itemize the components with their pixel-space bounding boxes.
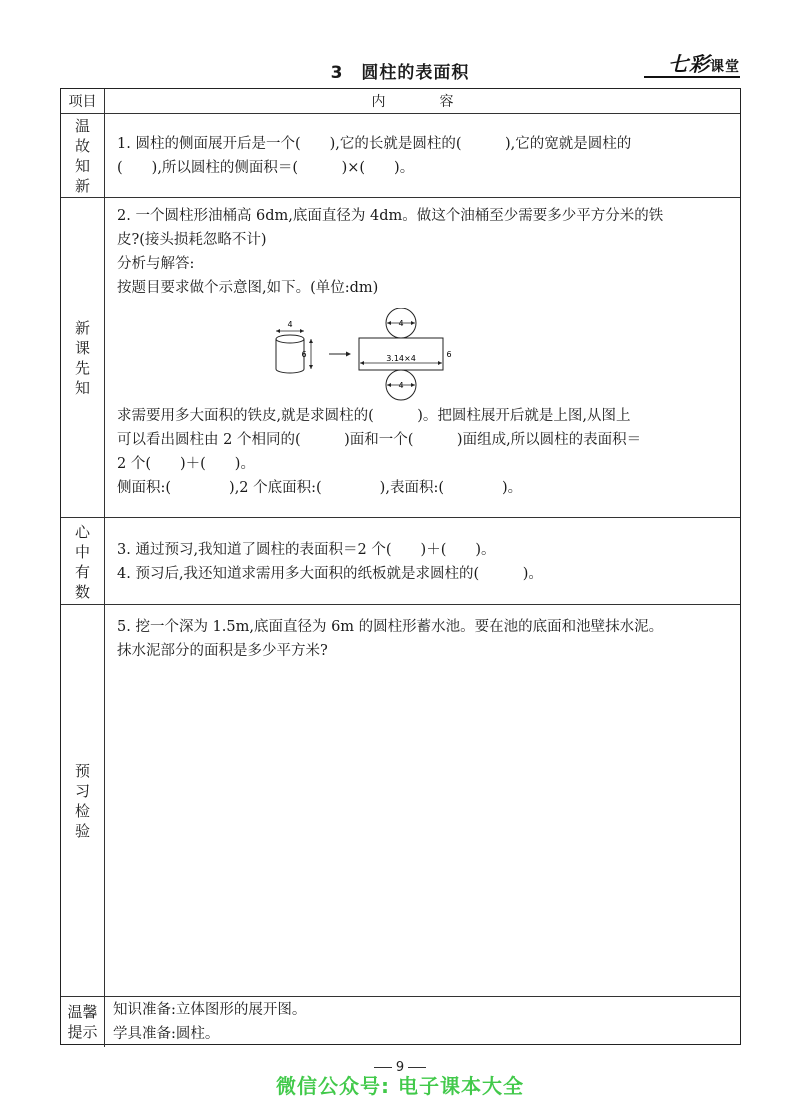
cylinder-top-ellipse bbox=[276, 335, 304, 343]
question-2-line-2: 皮?(接头损耗忽略不计) bbox=[117, 232, 267, 248]
table-header-row bbox=[61, 89, 740, 113]
row-content-tips bbox=[113, 998, 730, 1046]
header-content-label: 内 容 bbox=[371, 94, 474, 110]
watermark-text: 微信公众号: 电子课本大全 bbox=[276, 1074, 524, 1098]
row-content-review bbox=[117, 132, 730, 180]
row-label-new-lesson: 新课先知 bbox=[61, 198, 105, 518]
diagram-intro: 按题目要求做个示意图,如下。(单位:dm) bbox=[117, 280, 379, 296]
fill-line-1: 求需要用多大面积的铁皮,就是求圆柱的( )。把圆柱展开后就是上图,从图上 bbox=[117, 408, 631, 424]
table-row-preview-test bbox=[61, 604, 740, 997]
row-content-new-lesson-bottom bbox=[117, 404, 730, 500]
brand-underline bbox=[644, 76, 740, 78]
question-3: 3. 通过预习,我知道了圆柱的表面积＝2 个( )＋( )。 bbox=[117, 542, 496, 558]
question-5-line-1: 5. 挖一个深为 1.5m,底面直径为 6m 的圆柱形蓄水池。要在池的底面和池壁抹水泥。 bbox=[117, 619, 664, 635]
worksheet-table bbox=[60, 88, 741, 1045]
cylinder-net bbox=[359, 308, 452, 400]
net-bottom-circle-label: 4 bbox=[398, 381, 404, 390]
fill-line-4: 侧面积:( ),2 个底面积:( ),表面积:( )。 bbox=[117, 480, 523, 496]
analysis-heading: 分析与解答: bbox=[117, 256, 195, 272]
row-content-self-check bbox=[117, 538, 730, 586]
page-title: 3 圆柱的表面积 bbox=[330, 63, 470, 83]
fill-line-3: 2 个( )＋( )。 bbox=[117, 456, 255, 472]
tip-materials: 学具准备:圆柱。 bbox=[113, 1026, 220, 1042]
brand-main: 七彩 bbox=[668, 52, 710, 76]
row-label-self-check: 心中有数 bbox=[61, 518, 105, 605]
row-label-tips: 温馨提示 bbox=[61, 997, 105, 1047]
table-row-self-check bbox=[61, 517, 740, 605]
question-2-line-1: 2. 一个圆柱形油桶高 6dm,底面直径为 4dm。做这个油桶至少需要多少平方分米的铁 bbox=[117, 208, 664, 224]
row-content-new-lesson bbox=[117, 204, 730, 300]
cylinder-bottom-arc bbox=[276, 369, 304, 373]
row-label-review: 温故知新 bbox=[61, 114, 105, 198]
header-item-label: 项目 bbox=[61, 89, 105, 113]
cylinder-width-label: 4 bbox=[287, 320, 293, 329]
net-top-circle-label: 4 bbox=[398, 319, 404, 328]
cylinder-height-label: 6 bbox=[301, 350, 307, 359]
table-row-tips bbox=[61, 996, 740, 1047]
brand-sub: 课堂 bbox=[710, 59, 740, 75]
question-5-line-2: 抹水泥部分的面积是多少平方米? bbox=[117, 643, 328, 659]
table-row-new-lesson bbox=[61, 197, 740, 518]
fill-line-2: 可以看出圆柱由 2 个相同的( )面和一个( )面组成,所以圆柱的表面积＝ bbox=[117, 432, 642, 448]
brand-logo bbox=[668, 48, 740, 77]
tip-knowledge: 知识准备:立体图形的展开图。 bbox=[113, 1002, 307, 1018]
row-content-preview-test bbox=[117, 615, 730, 663]
page-number: 9 bbox=[0, 1060, 800, 1075]
question-1-line-1: 1. 圆柱的侧面展开后是一个( ),它的长就是圆柱的( ),它的宽就是圆柱的 bbox=[117, 136, 632, 152]
net-rect-height-label: 6 bbox=[446, 350, 452, 359]
cylinder-figure bbox=[276, 320, 313, 373]
cylinder-net-diagram bbox=[271, 308, 471, 408]
row-label-preview-test: 预习检验 bbox=[61, 605, 105, 997]
table-row-review bbox=[61, 113, 740, 198]
question-4: 4. 预习后,我还知道求需用多大面积的纸板就是求圆柱的( )。 bbox=[117, 566, 543, 582]
net-rect-width-label: 3.14×4 bbox=[386, 354, 416, 363]
question-1-line-2: ( ),所以圆柱的侧面积＝( )×( )。 bbox=[117, 160, 415, 176]
